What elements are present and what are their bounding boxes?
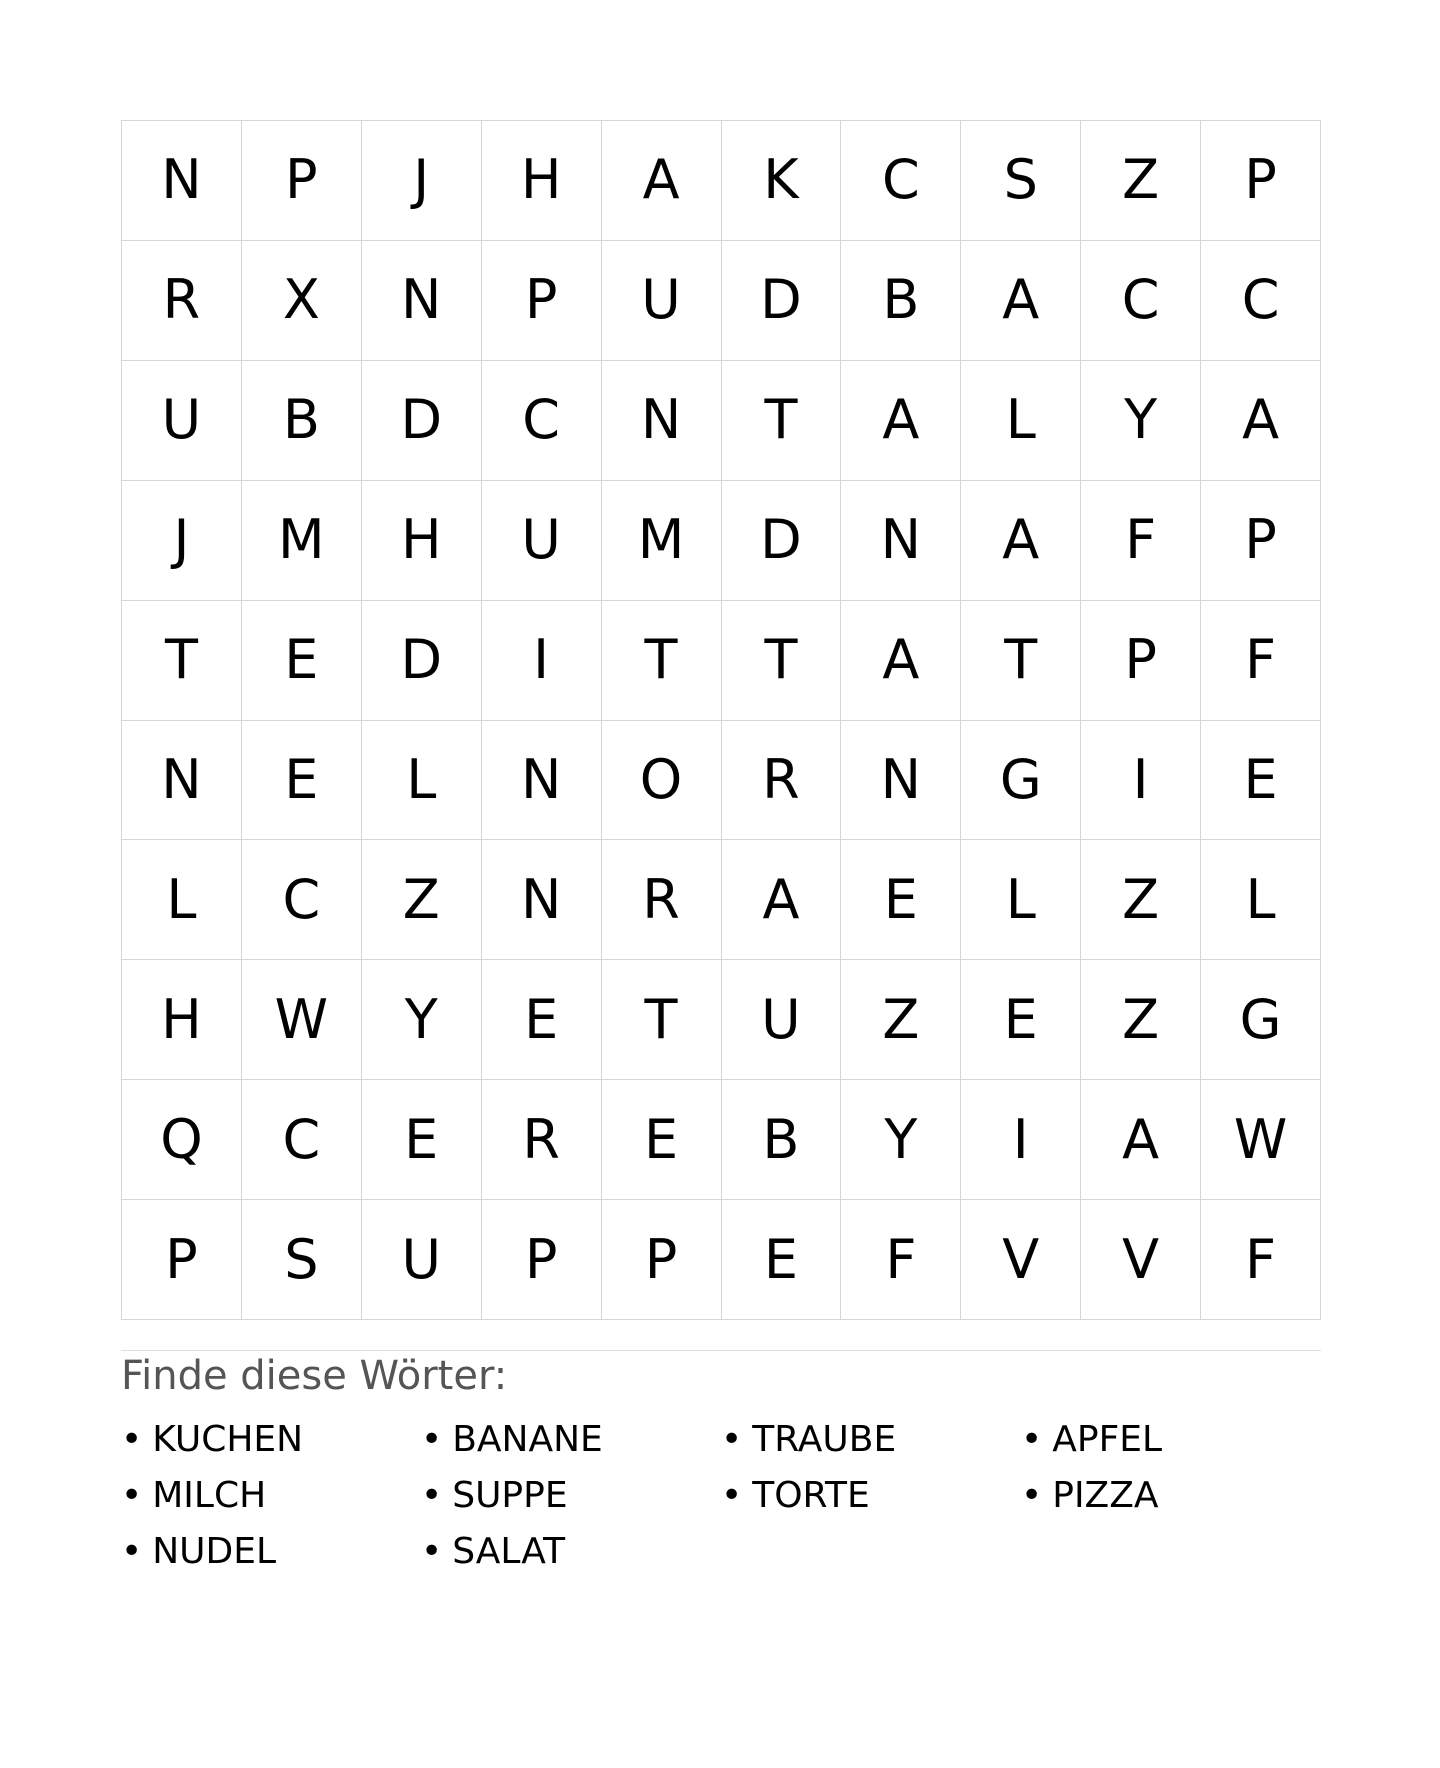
grid-cell[interactable]: L <box>122 840 242 960</box>
grid-cell[interactable]: E <box>482 960 602 1080</box>
word-list-item <box>721 1412 1021 1468</box>
grid-cell[interactable]: V <box>1081 1200 1201 1320</box>
grid-cell[interactable]: H <box>482 121 602 241</box>
grid-cell[interactable]: E <box>961 960 1081 1080</box>
grid-cell[interactable]: W <box>242 960 362 1080</box>
grid-cell[interactable]: F <box>1081 481 1201 601</box>
word-label: SALAT <box>452 1531 566 1572</box>
grid-cell[interactable]: B <box>841 241 961 361</box>
word-label: KUCHEN <box>152 1419 304 1460</box>
grid-cell[interactable]: Z <box>1081 121 1201 241</box>
grid-cell[interactable]: N <box>841 721 961 841</box>
bullet-icon: • <box>1021 1419 1043 1460</box>
grid-cell[interactable]: U <box>602 241 722 361</box>
grid-cell[interactable]: F <box>1201 601 1321 721</box>
grid-cell[interactable]: L <box>961 840 1081 960</box>
grid-cell[interactable]: I <box>961 1080 1081 1200</box>
word-list-item <box>121 1524 421 1580</box>
word-label: NUDEL <box>152 1531 277 1572</box>
grid-cell[interactable]: I <box>482 601 602 721</box>
word-label: PIZZA <box>1052 1475 1159 1516</box>
word-label: MILCH <box>152 1475 267 1516</box>
grid-cell[interactable]: E <box>722 1200 842 1320</box>
grid-cell[interactable]: T <box>961 601 1081 721</box>
grid-cell[interactable]: P <box>242 121 362 241</box>
grid-cell[interactable]: E <box>362 1080 482 1200</box>
grid-cell[interactable]: H <box>362 481 482 601</box>
grid-cell[interactable]: R <box>722 721 842 841</box>
grid-cell[interactable]: A <box>841 361 961 481</box>
grid-cell[interactable]: W <box>1201 1080 1321 1200</box>
grid-cell[interactable]: P <box>1201 121 1321 241</box>
grid-cell[interactable]: C <box>841 121 961 241</box>
bullet-icon: • <box>421 1531 443 1572</box>
grid-cell[interactable]: Z <box>362 840 482 960</box>
grid-cell[interactable]: O <box>602 721 722 841</box>
grid-cell[interactable]: B <box>242 361 362 481</box>
grid-cell[interactable]: A <box>841 601 961 721</box>
grid-cell[interactable]: B <box>722 1080 842 1200</box>
grid-cell[interactable]: G <box>1201 960 1321 1080</box>
word-label: SUPPE <box>452 1475 568 1516</box>
grid-cell[interactable]: N <box>122 121 242 241</box>
grid-cell[interactable]: E <box>1201 721 1321 841</box>
grid-cell[interactable]: L <box>362 721 482 841</box>
grid-cell[interactable]: J <box>362 121 482 241</box>
grid-cell[interactable]: L <box>1201 840 1321 960</box>
grid-cell[interactable]: T <box>122 601 242 721</box>
grid-cell[interactable]: E <box>841 840 961 960</box>
instruction-label: Finde diese Wörter: <box>121 1353 508 1399</box>
grid-cell[interactable]: P <box>1081 601 1201 721</box>
grid-cell[interactable]: U <box>482 481 602 601</box>
grid-cell[interactable]: Z <box>1081 960 1201 1080</box>
grid-cell[interactable]: T <box>602 601 722 721</box>
grid-cell[interactable]: P <box>122 1200 242 1320</box>
grid-cell[interactable]: T <box>722 601 842 721</box>
word-list-item <box>121 1412 421 1468</box>
grid-cell[interactable]: N <box>122 721 242 841</box>
grid-cell[interactable]: N <box>482 721 602 841</box>
grid-cell[interactable]: P <box>482 241 602 361</box>
grid-cell[interactable]: M <box>242 481 362 601</box>
grid-cell[interactable]: Q <box>122 1080 242 1200</box>
bullet-icon: • <box>121 1531 143 1572</box>
grid-cell[interactable]: P <box>482 1200 602 1320</box>
bullet-icon: • <box>721 1475 743 1516</box>
grid-cell[interactable]: R <box>122 241 242 361</box>
grid-cell[interactable]: A <box>1201 361 1321 481</box>
grid-cell[interactable]: N <box>362 241 482 361</box>
grid-cell[interactable]: I <box>1081 721 1201 841</box>
grid-cell[interactable]: U <box>362 1200 482 1320</box>
word-label: APFEL <box>1052 1419 1163 1460</box>
grid-cell[interactable]: A <box>722 840 842 960</box>
grid-cell[interactable]: S <box>961 121 1081 241</box>
grid-cell[interactable]: H <box>122 960 242 1080</box>
grid-cell[interactable]: E <box>242 601 362 721</box>
grid-cell[interactable]: N <box>482 840 602 960</box>
bullet-icon: • <box>121 1419 143 1460</box>
grid-cell[interactable]: Z <box>1081 840 1201 960</box>
grid-cell[interactable]: F <box>1201 1200 1321 1320</box>
word-list-item <box>421 1468 721 1524</box>
bullet-icon: • <box>421 1475 443 1516</box>
grid-cell[interactable]: C <box>242 1080 362 1200</box>
grid-cell[interactable]: Z <box>841 960 961 1080</box>
grid-cell[interactable]: U <box>122 361 242 481</box>
grid-cell[interactable]: Y <box>841 1080 961 1200</box>
word-list-item <box>121 1468 421 1524</box>
grid-cell[interactable]: T <box>602 960 722 1080</box>
grid-cell[interactable]: G <box>961 721 1081 841</box>
grid-cell[interactable]: R <box>602 840 722 960</box>
grid-cell[interactable]: U <box>722 960 842 1080</box>
grid-cell[interactable]: C <box>482 361 602 481</box>
grid-cell[interactable]: V <box>961 1200 1081 1320</box>
grid-cell[interactable]: N <box>602 361 722 481</box>
grid-cell[interactable]: D <box>362 361 482 481</box>
grid-cell[interactable]: Y <box>362 960 482 1080</box>
word-label: TORTE <box>752 1475 870 1516</box>
grid-cell[interactable]: E <box>602 1080 722 1200</box>
bullet-icon: • <box>1021 1475 1043 1516</box>
grid-cell[interactable]: D <box>362 601 482 721</box>
grid-cell[interactable]: F <box>841 1200 961 1320</box>
grid-cell[interactable]: A <box>961 241 1081 361</box>
grid-cell[interactable]: C <box>1081 241 1201 361</box>
grid-cell[interactable]: C <box>1201 241 1321 361</box>
grid-cell[interactable]: D <box>722 481 842 601</box>
bullet-icon: • <box>421 1419 443 1460</box>
grid-cell[interactable]: R <box>482 1080 602 1200</box>
grid-cell[interactable]: P <box>602 1200 722 1320</box>
grid-cell[interactable]: A <box>602 121 722 241</box>
word-list <box>121 1412 1321 1580</box>
bullet-icon: • <box>121 1475 143 1516</box>
word-list-item <box>421 1412 721 1468</box>
grid-cell[interactable]: J <box>122 481 242 601</box>
grid-cell[interactable]: N <box>841 481 961 601</box>
grid-cell[interactable]: D <box>722 241 842 361</box>
word-label: TRAUBE <box>752 1419 897 1460</box>
grid-cell[interactable]: X <box>242 241 362 361</box>
word-label: BANANE <box>452 1419 603 1460</box>
grid-cell[interactable]: A <box>1081 1080 1201 1200</box>
grid-cell[interactable]: E <box>242 721 362 841</box>
grid-cell[interactable]: K <box>722 121 842 241</box>
grid-cell[interactable]: P <box>1201 481 1321 601</box>
grid-cell[interactable]: C <box>242 840 362 960</box>
word-list-item <box>1021 1412 1321 1468</box>
letter-grid <box>121 120 1321 1320</box>
grid-cell[interactable]: T <box>722 361 842 481</box>
grid-cell[interactable]: Y <box>1081 361 1201 481</box>
grid-cell[interactable]: A <box>961 481 1081 601</box>
word-list-item <box>721 1468 1021 1524</box>
grid-cell[interactable]: M <box>602 481 722 601</box>
word-list-item <box>1021 1468 1321 1524</box>
grid-cell[interactable]: S <box>242 1200 362 1320</box>
bullet-icon: • <box>721 1419 743 1460</box>
divider <box>121 1350 1321 1351</box>
grid-cell[interactable]: L <box>961 361 1081 481</box>
word-list-item <box>421 1524 721 1580</box>
